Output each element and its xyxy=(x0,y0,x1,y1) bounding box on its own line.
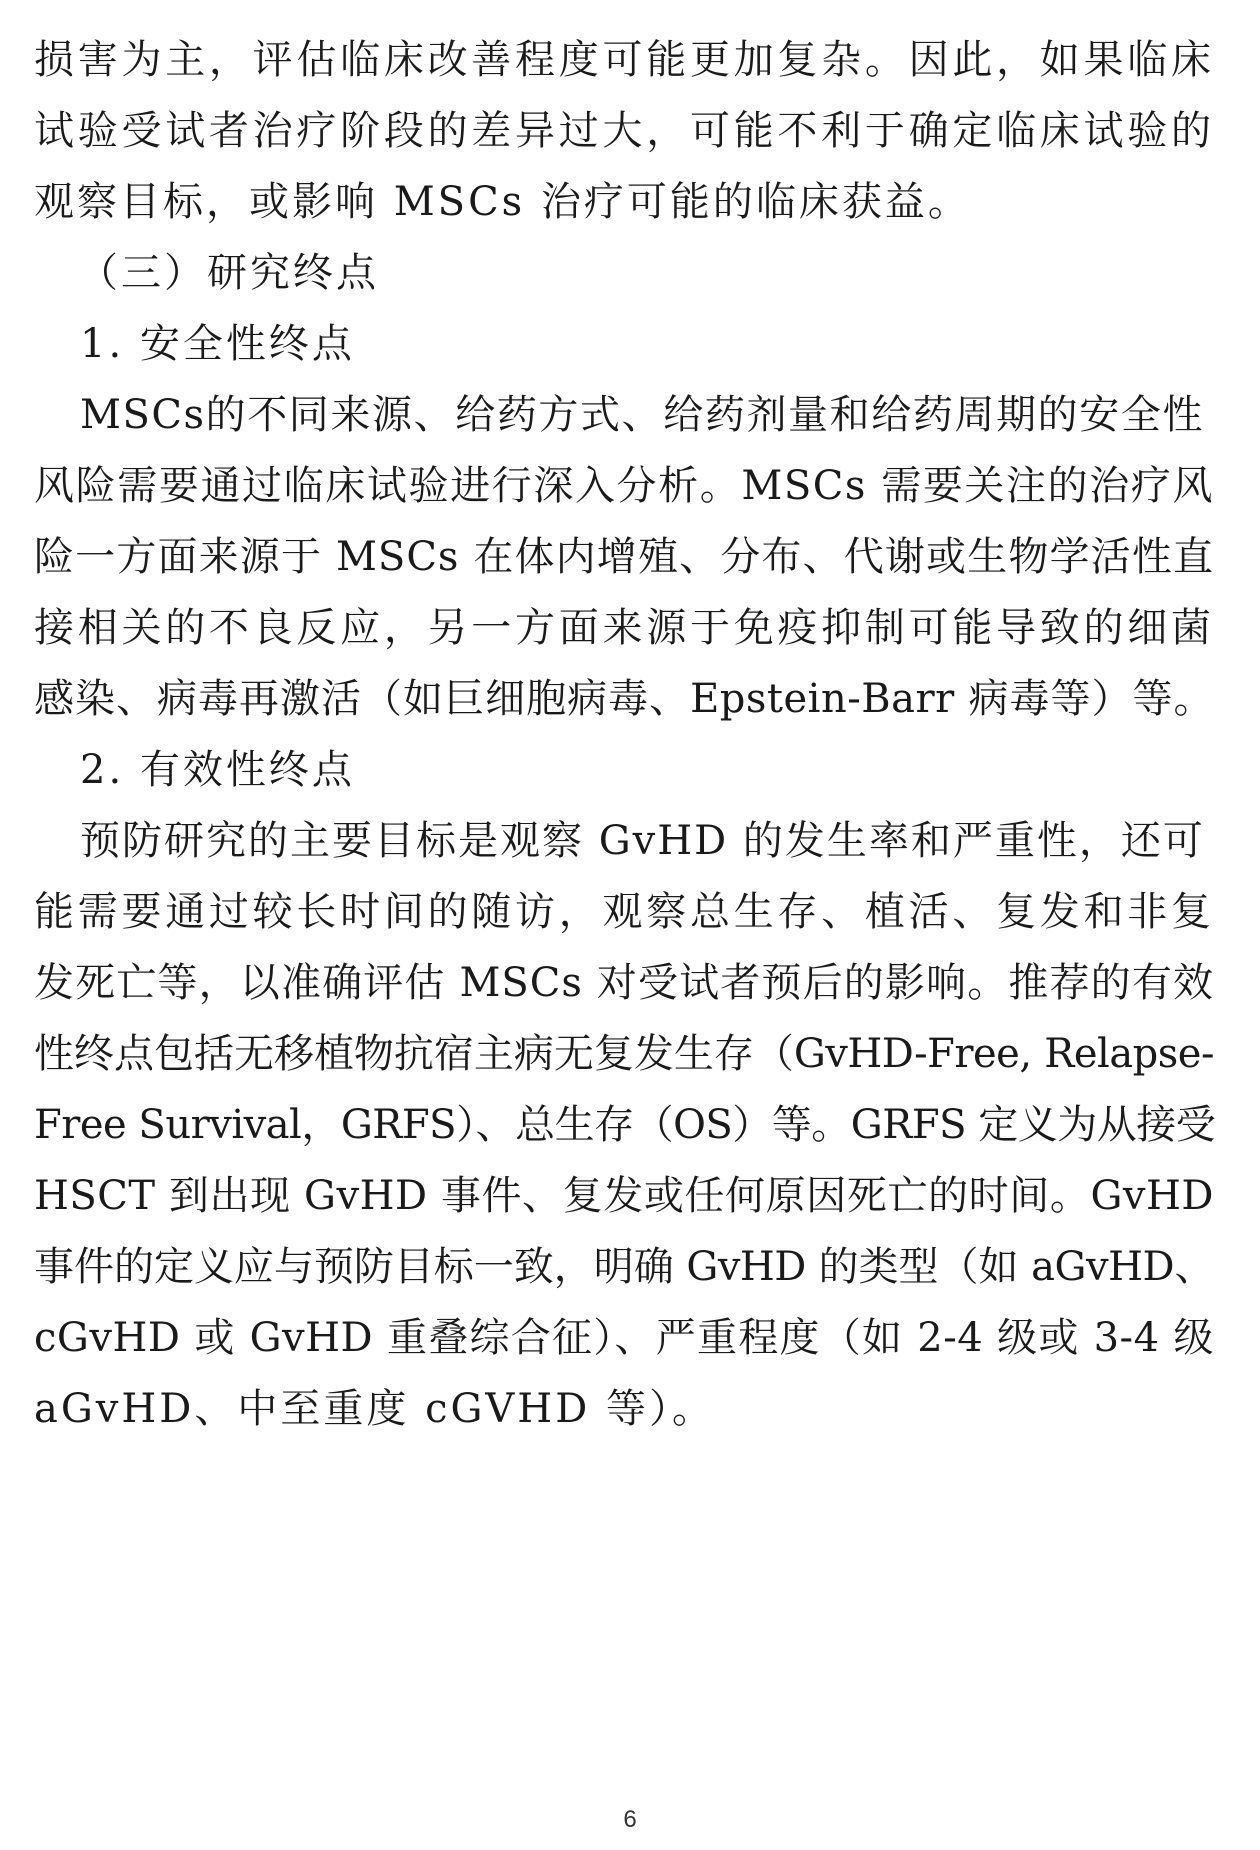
paragraph-line: 损害为主，评估临床改善程度可能更加复杂。因此，如果临床 xyxy=(34,37,1214,83)
paragraph-line: 事件的定义应与预防目标一致，明确 GvHD 的类型（如 aGvHD、 xyxy=(34,1244,1214,1290)
section-heading: （三）研究终点 xyxy=(78,250,379,296)
paragraph-line: 接相关的不良反应，另一方面来源于免疫抑制可能导致的细菌 xyxy=(34,605,1214,651)
paragraph-line: 感染、病毒再激活（如巨细胞病毒、Epstein-Barr 病毒等）等。 xyxy=(34,676,1214,722)
paragraph-line: 预防研究的主要目标是观察 GvHD 的发生率和严重性，还可 xyxy=(80,818,1205,864)
paragraph-line: 风险需要通过临床试验进行深入分析。MSCs 需要关注的治疗风 xyxy=(34,463,1214,509)
paragraph-line: MSCs的不同来源、给药方式、给药剂量和给药周期的安全性 xyxy=(80,392,1204,438)
paragraph-line: 险一方面来源于 MSCs 在体内增殖、分布、代谢或生物学活性直 xyxy=(34,534,1214,580)
subsection-heading: 2. 有效性终点 xyxy=(80,747,355,793)
paragraph-line: 试验受试者治疗阶段的差异过大，可能不利于确定临床试验的 xyxy=(34,108,1214,154)
paragraph-line: Free Survival，GRFS）、总生存（OS）等。GRFS 定义为从接受 xyxy=(34,1102,1216,1148)
paragraph-line: cGvHD 或 GvHD 重叠综合征）、严重程度（如 2-4 级或 3-4 级 xyxy=(34,1315,1214,1361)
paragraph-line: aGvHD、中至重度 cGVHD 等）。 xyxy=(34,1386,715,1432)
page-number: 6 xyxy=(623,1806,637,1833)
paragraph-line: 性终点包括无移植物抗宿主病无复发生存（GvHD-Free, Relapse- xyxy=(34,1031,1214,1077)
subsection-heading: 1. 安全性终点 xyxy=(80,321,355,367)
paragraph-line: HSCT 到出现 GvHD 事件、复发或任何原因死亡的时间。GvHD xyxy=(34,1173,1214,1219)
paragraph-line: 发死亡等，以准确评估 MSCs 对受试者预后的影响。推荐的有效 xyxy=(34,960,1214,1006)
paragraph-line: 观察目标，或影响 MSCs 治疗可能的临床获益。 xyxy=(34,179,971,225)
paragraph-line: 能需要通过较长时间的随访，观察总生存、植活、复发和非复 xyxy=(34,889,1214,935)
